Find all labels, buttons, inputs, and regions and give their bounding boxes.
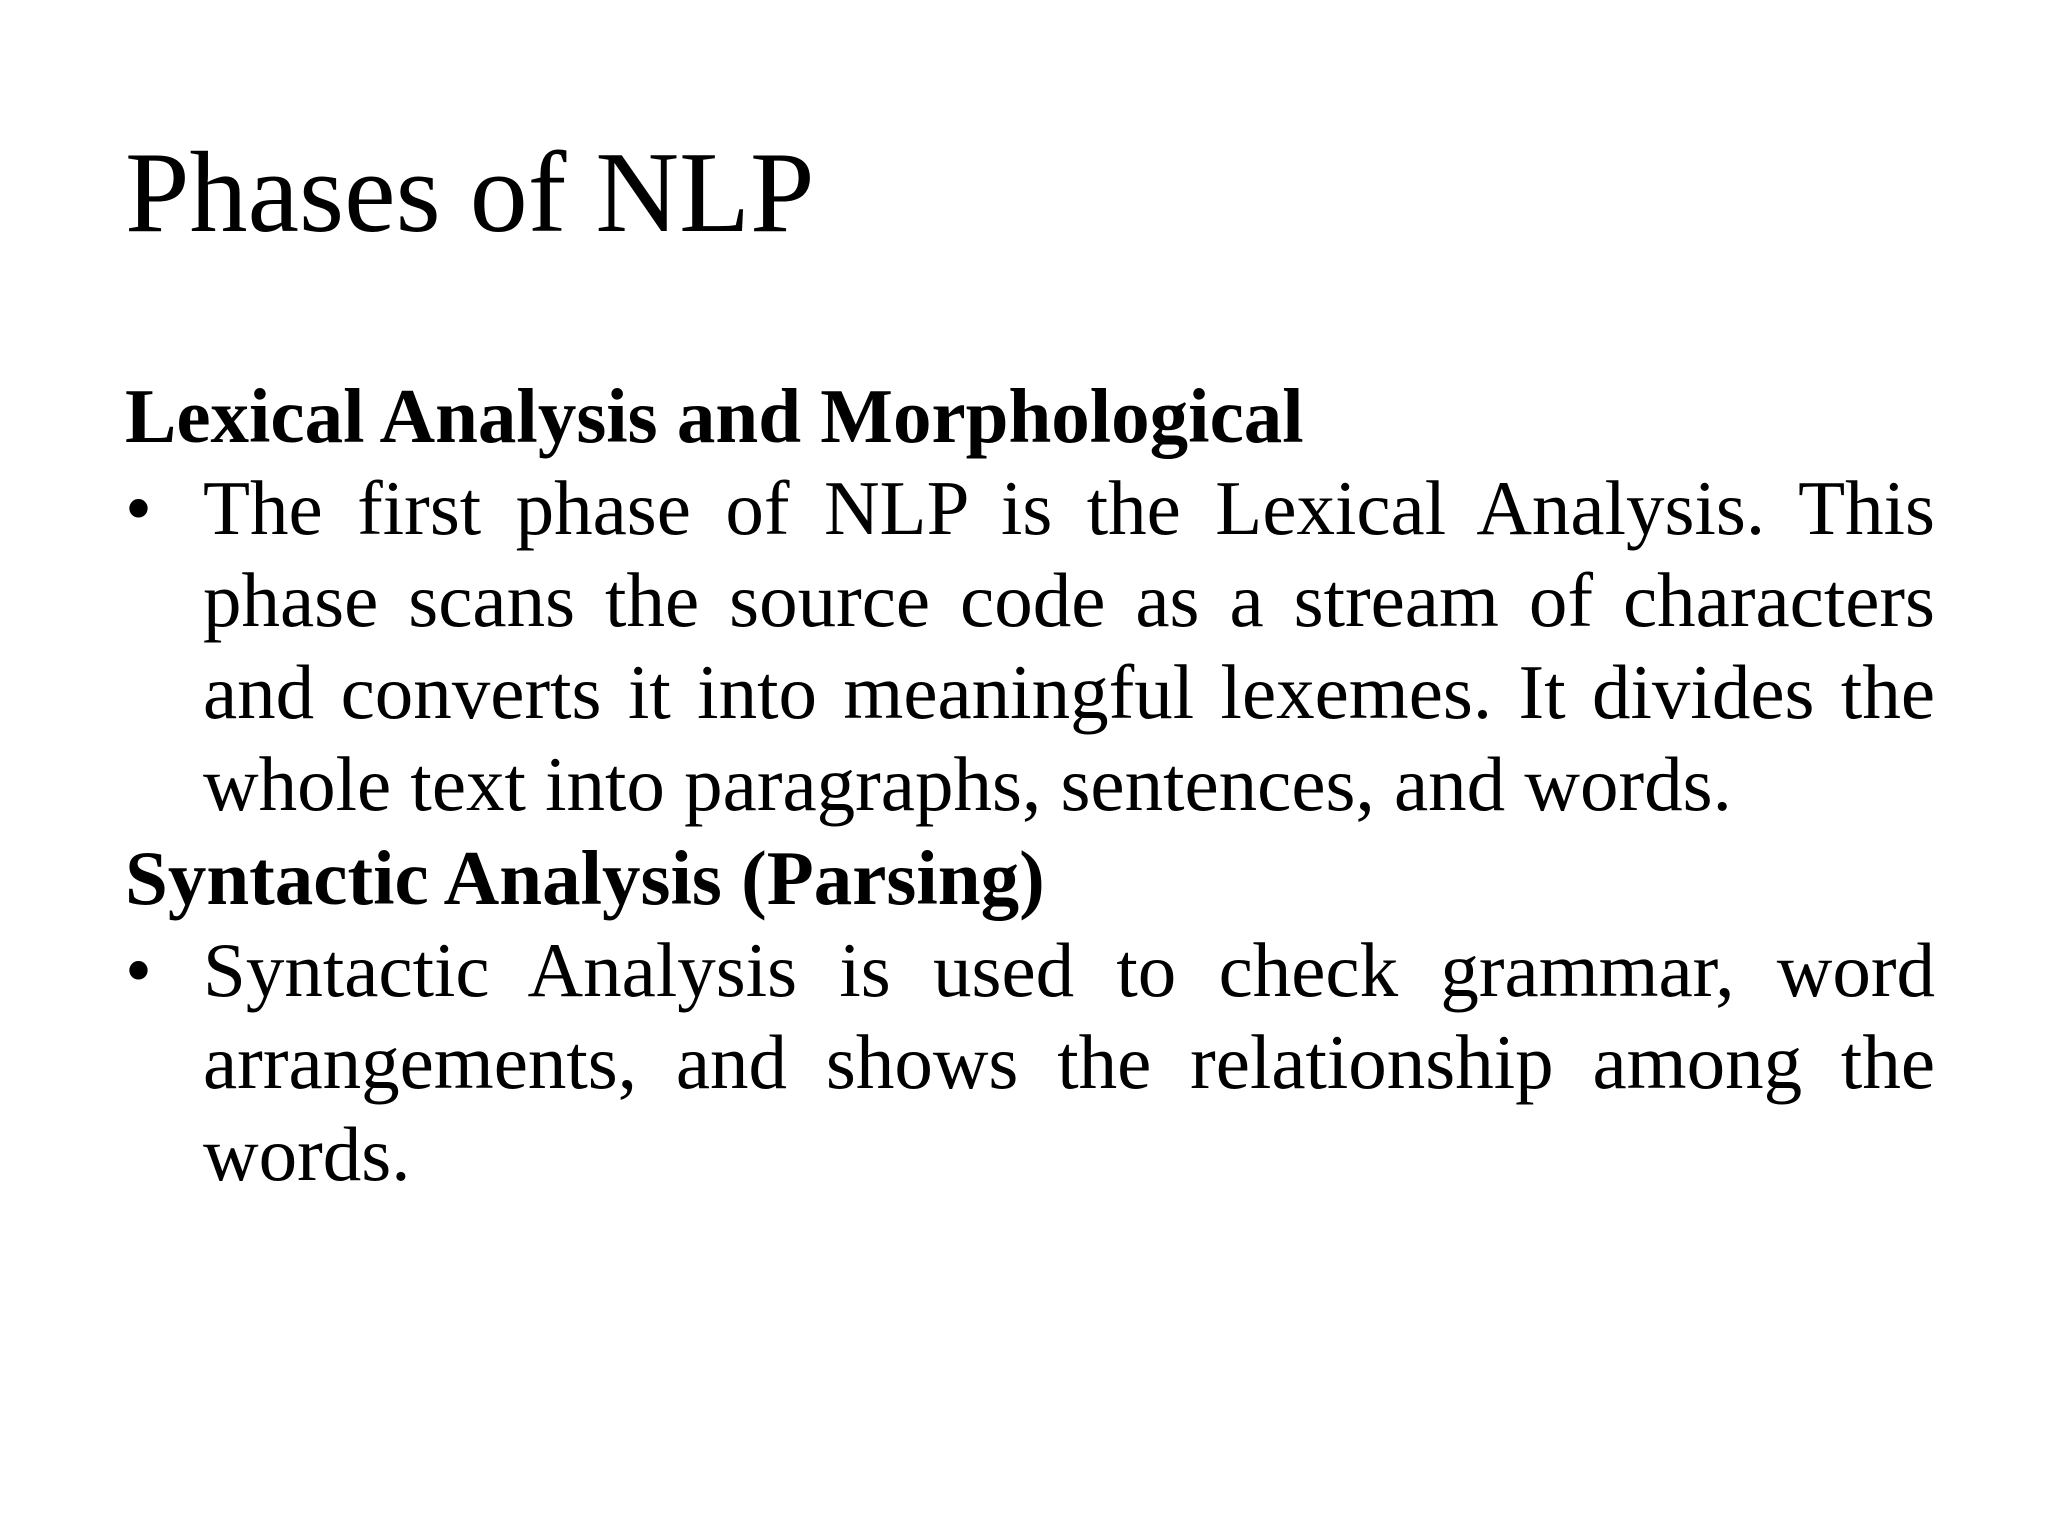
section-heading-syntactic: Syntactic Analysis (Parsing) xyxy=(125,835,1045,921)
bullet-item-syntactic xyxy=(125,924,1935,1200)
bullet-icon: • xyxy=(125,927,152,1013)
bullet-item-lexical xyxy=(125,462,1935,830)
bullet-icon: • xyxy=(125,465,152,551)
bullet-text-syntactic: Syntactic Analysis is used to check grammar, word arrangements, and shows the relationship among the words. xyxy=(203,927,1935,1197)
slide-title: Phases of NLP xyxy=(125,129,815,257)
section-heading-lexical: Lexical Analysis and Morphological xyxy=(125,373,1304,459)
bullet-text-lexical: The first phase of NLP is the Lexical Analysis. This phase scans the source code as a stream of characters and converts it into meaningful lexemes. It divides the whole text into paragraphs, sentences, and words. xyxy=(203,465,1935,827)
slide-content xyxy=(125,370,1935,1200)
